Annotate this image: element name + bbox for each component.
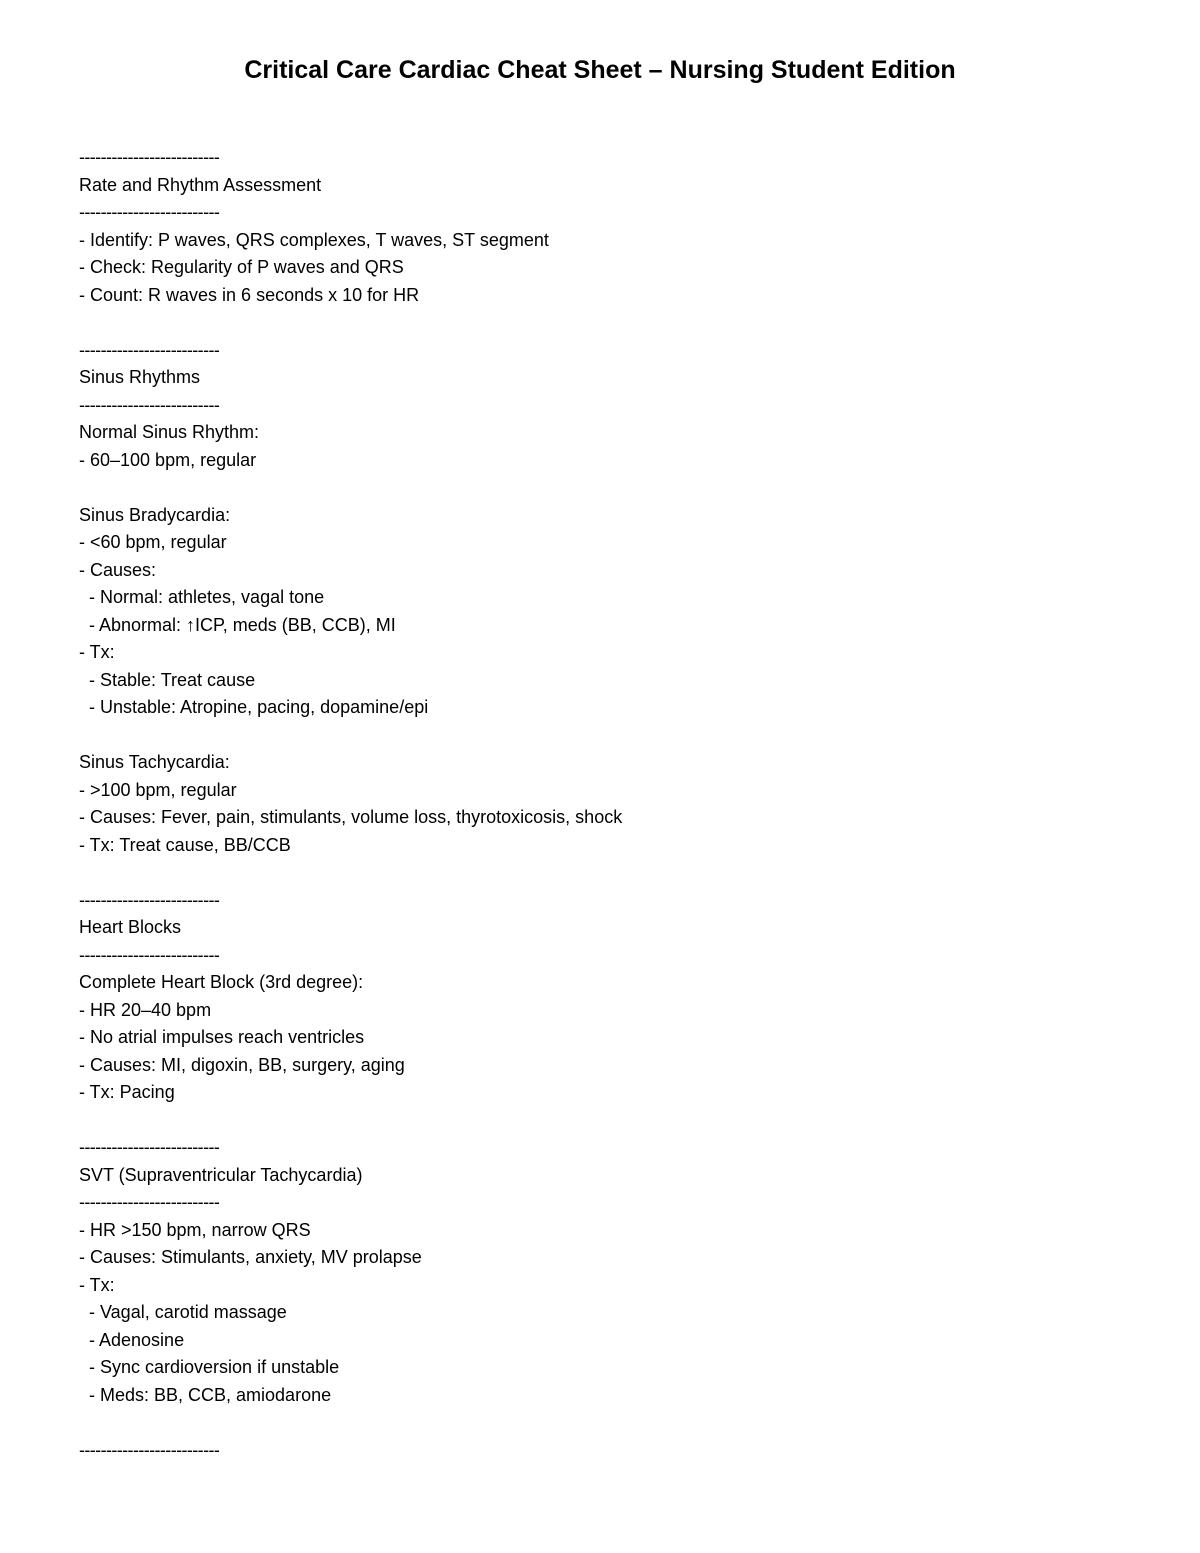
separator-line: -------------------------- [79,147,220,167]
text-line: Complete Heart Block (3rd degree): [79,972,364,992]
text-line: Normal Sinus Rhythm: [79,422,260,442]
blank-line [79,722,1139,750]
text-line: - Sync cardioversion if unstable [79,1357,340,1377]
text-line: - Identify: P waves, QRS complexes, T waves, ST segment [79,229,549,250]
text-line: - HR >150 bpm, narrow QRS [79,1219,311,1240]
text-line: - Count: R waves in 6 seconds x 10 for HR [79,284,420,305]
separator-line: -------------------------- [79,1439,220,1460]
text-line: - Causes: Stimulants, anxiety, MV prolapse [79,1247,422,1267]
section-heading: SVT (Supraventricular Tachycardia) [79,1164,363,1185]
text-line: - Adenosine [79,1329,185,1350]
text-line: - Tx: [79,1274,115,1295]
separator-line: -------------------------- [79,1192,220,1212]
blank-line [79,309,1139,337]
page-title: Critical Care Cardiac Cheat Sheet – Nursing Student Edition [244,56,956,84]
text-line: - Causes: Fever, pain, stimulants, volume loss, thyrotoxicosis, shock [79,807,623,827]
text-line: - Tx: Pacing [79,1082,175,1102]
blank-line [79,474,1139,502]
text-line: - Causes: [79,559,157,580]
section-heading: Heart Blocks [79,917,182,937]
separator-line: -------------------------- [79,202,220,222]
text-line: - <60 bpm, regular [79,532,227,552]
text-line: - No atrial impulses reach ventricles [79,1027,365,1047]
separator-line: -------------------------- [79,944,220,965]
text-line: - Stable: Treat cause [79,669,256,690]
separator-line: -------------------------- [79,889,220,910]
text-line: Sinus Tachycardia: [79,752,230,772]
text-line: Sinus Bradycardia: [79,504,231,525]
section-heading: Rate and Rhythm Assessment [79,174,322,195]
text-line: - HR 20–40 bpm [79,999,212,1020]
document-body [79,144,1139,1464]
text-line: - Causes: MI, digoxin, BB, surgery, aging [79,1054,405,1075]
blank-line [79,1107,1139,1135]
separator-line: -------------------------- [79,1137,220,1157]
text-line: - Meds: BB, CCB, amiodarone [79,1384,332,1405]
text-line: - Unstable: Atropine, pacing, dopamine/epi [79,697,429,717]
blank-line [79,859,1139,887]
separator-line: -------------------------- [79,339,220,360]
section-heading: Sinus Rhythms [79,367,201,387]
text-line: - Normal: athletes, vagal tone [79,587,325,607]
text-line: - Check: Regularity of P waves and QRS [79,257,404,277]
text-line: - Tx: [79,642,115,662]
text-line: - 60–100 bpm, regular [79,449,257,470]
text-line: - Abnormal: ↑ICP, meds (BB, CCB), MI [79,614,396,635]
separator-line: -------------------------- [79,394,220,415]
text-line: - Vagal, carotid massage [79,1302,287,1322]
text-line: - Tx: Treat cause, BB/CCB [79,834,291,855]
text-line: - >100 bpm, regular [79,779,237,800]
blank-line [79,1409,1139,1437]
